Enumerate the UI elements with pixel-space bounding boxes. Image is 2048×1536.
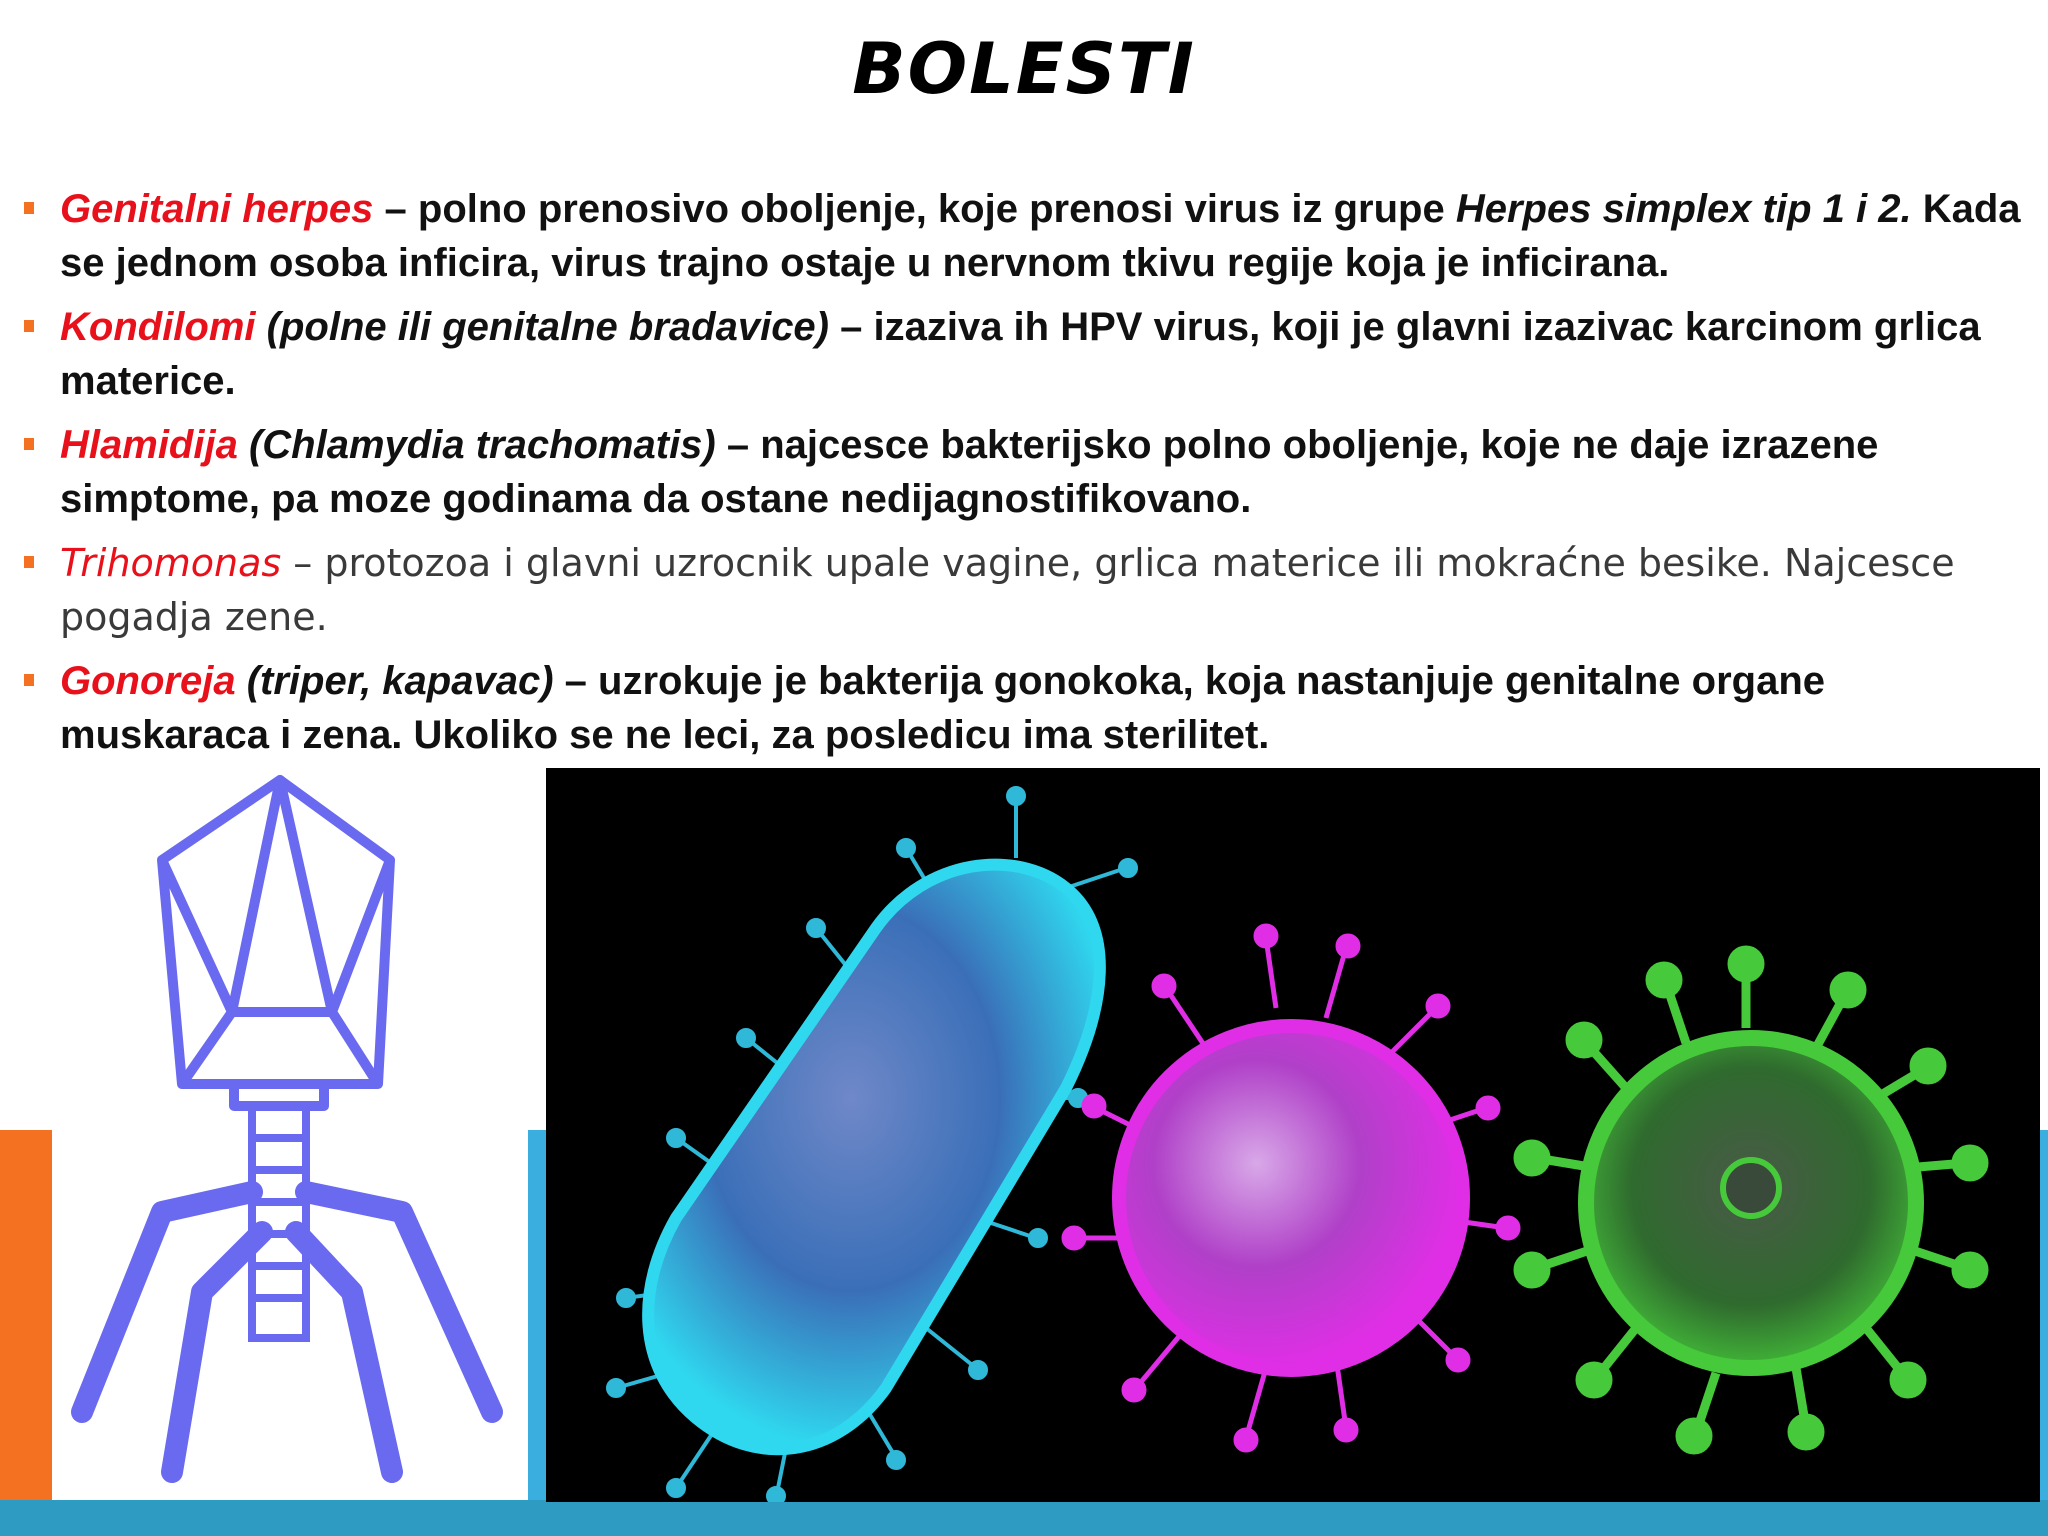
description-text: – najcesce bakterijsko polno oboljenje, koje ne daje izrazene simptome, pa moze godinama da ostane nedijagnostifikovano. bbox=[60, 423, 1879, 521]
description-italic: (polne ili genitalne bradavice) bbox=[266, 305, 829, 349]
description-text: Kada se jednom osoba inficira, virus trajno ostaje u nervnom tkivu regije koja je inficirana. bbox=[60, 187, 2021, 285]
spiky-virus-magenta bbox=[1064, 926, 1518, 1450]
description-italic: Herpes simplex tip 1 i 2. bbox=[1455, 187, 1912, 231]
slide-title: BOLESTI bbox=[852, 28, 1196, 110]
bullet-gonorrhea bbox=[24, 654, 2024, 762]
disease-name: Genitalni herpes bbox=[60, 187, 374, 231]
phage-head-base bbox=[182, 1012, 378, 1084]
phage-legs bbox=[82, 1192, 492, 1472]
description-text bbox=[236, 659, 247, 703]
spiky-virus-green bbox=[1518, 950, 1984, 1450]
description-italic: (Chlamydia trachomatis) bbox=[248, 423, 716, 467]
microbes-illustration bbox=[546, 768, 2040, 1502]
microbes-drawing bbox=[546, 768, 2040, 1502]
decorative-orange-band bbox=[0, 1130, 52, 1536]
rod-bacterium bbox=[608, 788, 1136, 1502]
bullet-chlamydia bbox=[24, 418, 2024, 526]
disease-name: Hlamidija bbox=[60, 423, 238, 467]
phage-head-facets bbox=[162, 780, 390, 1012]
bullet-marker bbox=[24, 202, 34, 214]
decorative-bottom-band bbox=[0, 1500, 2048, 1536]
disease-name: Trihomonas bbox=[60, 541, 282, 585]
bacteriophage-illustration bbox=[52, 772, 528, 1500]
magenta-body bbox=[1119, 1026, 1463, 1370]
description-text bbox=[238, 423, 249, 467]
description-text: – izaziva ih HPV virus, koji je glavni izazivac karcinom grlica materice. bbox=[60, 305, 1981, 403]
bullet-condylomata bbox=[24, 300, 2024, 408]
disease-name: Gonoreja bbox=[60, 659, 236, 703]
green-core bbox=[1723, 1160, 1779, 1216]
description-text: – polno prenosivo oboljenje, koje prenosi virus iz grupe bbox=[373, 187, 1456, 231]
bullet-marker bbox=[24, 438, 34, 450]
description-text: – uzrokuje je bakterija gonokoka, koja nastanjuje genitalne organe muskaraca i zena. Ukoliko se ne leci, za posledicu ima sterilitet. bbox=[60, 659, 1826, 757]
bacteriophage-drawing bbox=[52, 772, 528, 1500]
bullet-marker bbox=[24, 674, 34, 686]
description-text: – protozoa i glavni uzrocnik upale vagine, grlica materice ili mokraćne besike. Najcesce pogadja zene. bbox=[60, 541, 1955, 639]
bullet-marker bbox=[24, 320, 34, 332]
bullet-genital-herpes bbox=[24, 182, 2024, 290]
rod-body bbox=[648, 865, 1100, 1450]
description-italic: (triper, kapavac) bbox=[246, 659, 554, 703]
disease-name: Kondilomi bbox=[60, 305, 256, 349]
description-text bbox=[256, 305, 267, 349]
bullet-trichomonas bbox=[24, 536, 2024, 644]
bullet-marker bbox=[24, 556, 34, 568]
disease-list bbox=[24, 182, 2024, 772]
